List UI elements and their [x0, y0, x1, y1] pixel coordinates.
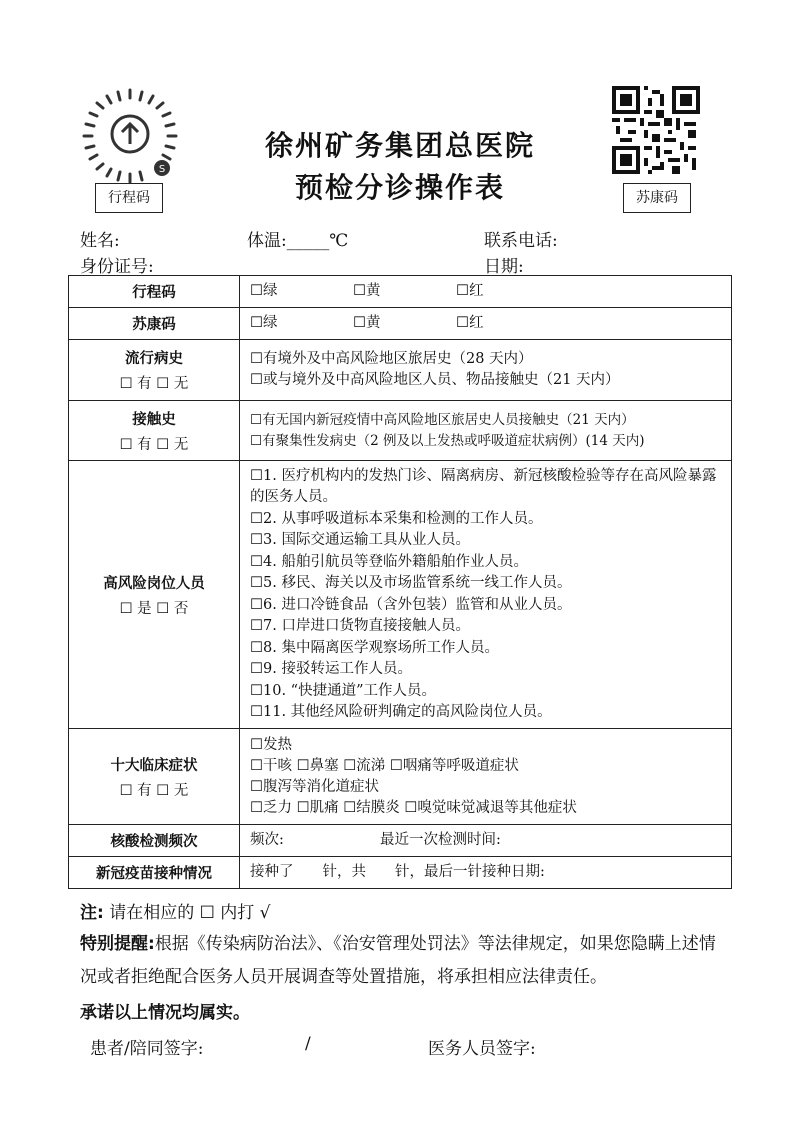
trip-green-checkbox[interactable]: ☐绿	[250, 283, 278, 299]
table-row	[69, 825, 732, 857]
risk-item-9[interactable]: ☐9. 接驳转运工作人员。	[250, 661, 412, 677]
itinerary-code-label: 行程码	[95, 183, 163, 213]
epidemic-item-2[interactable]: ☐或与境外及中高风险地区人员、物品接触史（21 天内）	[250, 372, 620, 388]
table-row	[69, 276, 732, 308]
title-line-2: 预检分诊操作表	[294, 171, 505, 204]
clinical-symptoms-yes-no[interactable]: ☐ 有 ☐ 无	[119, 782, 189, 799]
sukang-code-label: 苏康码	[623, 183, 691, 213]
high-risk-job-cell	[69, 461, 240, 729]
staff-signature-label[interactable]: 医务人员签字:	[428, 1039, 536, 1059]
vaccine-field[interactable]: 接种了 针，共 针，最后一针接种日期:	[240, 857, 732, 889]
risk-item-10[interactable]: ☐10. “快捷通道”工作人员。	[250, 682, 436, 699]
risk-item-2[interactable]: ☐2. 从事呼吸道标本采集和检测的工作人员。	[250, 510, 543, 527]
nat-frequency-values	[240, 825, 732, 857]
symptom-line-3[interactable]: ☐腹泻等消化道症状	[250, 778, 379, 795]
table-row	[69, 857, 732, 889]
risk-item-7[interactable]: ☐7. 口岸进口货物直接接触人员。	[250, 618, 470, 634]
epidemic-history-cell	[69, 340, 240, 401]
symptom-line-1[interactable]: ☐发热	[250, 736, 292, 753]
note-line	[80, 898, 271, 923]
sukang-code-options	[240, 308, 732, 340]
epidemic-item-1[interactable]: ☐有境外及中高风险地区旅居史（28 天内）	[250, 351, 533, 367]
temperature-blank[interactable]: _____	[286, 231, 330, 251]
vaccine-label: 新冠疫苗接种情况	[69, 857, 240, 889]
sukang-code-row-label: 苏康码	[69, 308, 240, 340]
table-row	[69, 729, 732, 825]
table-row	[69, 340, 732, 401]
symptom-line-4[interactable]: ☐乏力 ☐肌痛 ☐结膜炎 ☐嗅觉味觉减退等其他症状	[250, 799, 577, 816]
temperature-field	[247, 226, 348, 251]
sukang-red-checkbox[interactable]: ☐红	[456, 315, 484, 331]
symptom-line-2[interactable]: ☐干咳 ☐鼻塞 ☐流涕 ☐咽痛等呼吸道症状	[250, 757, 519, 774]
reminder-label: 特别提醒:	[80, 934, 155, 954]
date-label: 日期:	[484, 257, 524, 277]
temperature-unit: ℃	[329, 231, 349, 251]
high-risk-job-label: 高风险岗位人员	[103, 575, 205, 592]
name-label: 姓名:	[80, 231, 120, 251]
risk-item-4[interactable]: ☐4. 船舶引航员等登临外籍船舶作业人员。	[250, 553, 528, 570]
risk-item-1[interactable]: ☐1. 医疗机构内的发热门诊、隔离病房、新冠核酸检验等存在高风险暴露的医务人员。	[250, 467, 717, 505]
nat-last-test-field[interactable]: 最近一次检测时间:	[380, 832, 501, 848]
risk-item-11[interactable]: ☐11. 其他经风险研判确定的高风险岗位人员。	[250, 704, 552, 720]
trip-yellow-checkbox[interactable]: ☐黄	[353, 283, 381, 299]
table-row	[69, 401, 732, 461]
clinical-symptoms-items	[240, 729, 732, 825]
contact-history-label: 接触史	[132, 411, 176, 428]
contact-history-cell	[69, 401, 240, 461]
note-text: 请在相应的 ☐ 内打 √	[109, 903, 271, 923]
promise-statement: 承诺以上情况均属实。	[80, 1003, 250, 1023]
contact-item-1[interactable]: ☐有无国内新冠疫情中高风险地区旅居史人员接触史（21 天内）	[250, 411, 635, 428]
risk-item-3[interactable]: ☐3. 国际交通运输工具从业人员。	[250, 532, 470, 548]
contact-history-yes-no[interactable]: ☐ 有 ☐ 无	[119, 436, 189, 453]
trip-code-label: 行程码	[69, 276, 240, 308]
high-risk-job-items	[240, 461, 732, 729]
nat-frequency-field[interactable]: 频次:	[250, 832, 284, 848]
table-row	[69, 461, 732, 729]
patient-signature-label[interactable]: 患者/陪同签字:	[90, 1039, 204, 1059]
high-risk-job-yes-no[interactable]: ☐ 是 ☐ 否	[119, 600, 189, 617]
id-number-label: 身份证号:	[80, 257, 154, 277]
sukang-yellow-checkbox[interactable]: ☐黄	[353, 315, 381, 331]
epidemic-history-label: 流行病史	[125, 351, 183, 367]
special-reminder	[80, 928, 720, 994]
table-row	[69, 308, 732, 340]
temperature-label: 体温:	[247, 231, 287, 251]
contact-history-items	[240, 401, 732, 461]
sukang-green-checkbox[interactable]: ☐绿	[250, 315, 278, 331]
risk-item-8[interactable]: ☐8. 集中隔离医学观察场所工作人员。	[250, 639, 499, 656]
title-line-1: 徐州矿务集团总医院	[264, 129, 535, 162]
signature-slash: /	[305, 1034, 311, 1054]
contact-item-2[interactable]: ☐有聚集性发病史（2 例及以上发热或呼吸道症状病例）(14 天内)	[250, 432, 645, 449]
risk-item-6[interactable]: ☐6. 进口冷链食品（含外包装）监管和从业人员。	[250, 596, 572, 613]
svg-text:S: S	[158, 164, 166, 175]
epidemic-history-items	[240, 340, 732, 401]
note-label: 注:	[80, 903, 104, 923]
epidemic-history-yes-no[interactable]: ☐ 有 ☐ 无	[119, 376, 189, 392]
reminder-text: 根据《传染病防治法》、《治安管理处罚法》等法律规定，如果您隐瞒上述情况或者拒绝配合医务人员开展调查等处置措施，将承担相应法律责任。	[80, 934, 716, 987]
phone-label: 联系电话:	[484, 231, 558, 251]
triage-form-table	[68, 275, 732, 889]
trip-red-checkbox[interactable]: ☐红	[456, 283, 484, 299]
trip-code-options	[240, 276, 732, 308]
clinical-symptoms-cell	[69, 729, 240, 825]
clinical-symptoms-label: 十大临床症状	[110, 757, 198, 774]
nat-frequency-label: 核酸检测频次	[69, 825, 240, 857]
risk-item-5[interactable]: ☐5. 移民、海关以及市场监管系统一线工作人员。	[250, 575, 572, 591]
